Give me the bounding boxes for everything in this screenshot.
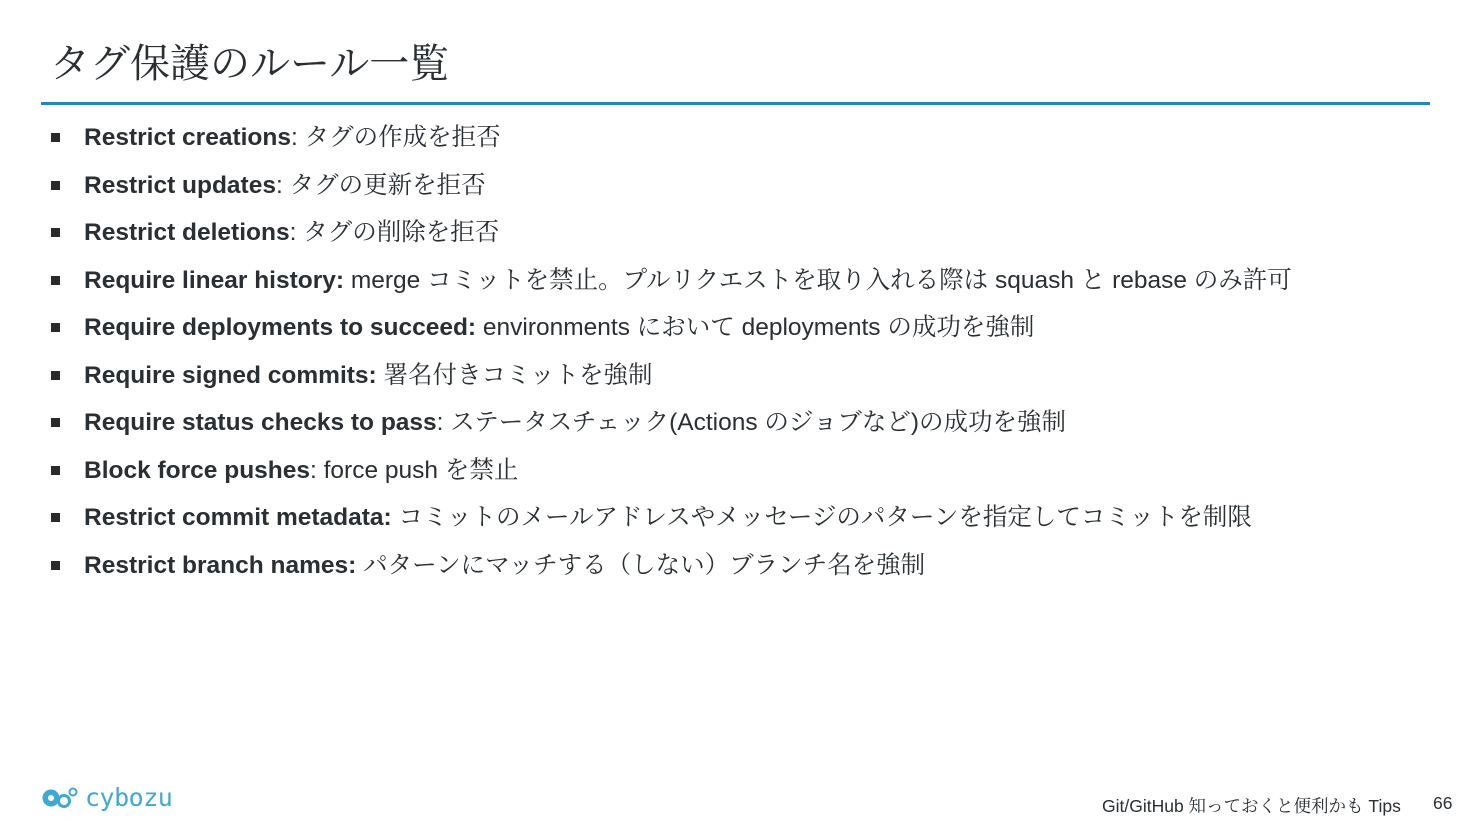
square-bullet-icon [51, 228, 60, 237]
rule-description: : タグの更新を拒否 [275, 171, 486, 199]
square-bullet-icon [51, 181, 60, 190]
rule-name: Restrict updates [84, 171, 276, 199]
rule-description: コミットのメールアドレスやメッセージのパターンを指定してコミットを制限 [391, 504, 1252, 531]
square-bullet-icon [51, 371, 60, 380]
rule-name: Block force pushes [84, 456, 311, 484]
rule-item [50, 117, 1292, 165]
square-bullet-icon [51, 561, 60, 570]
rule-description: : ステータスチェック(Actions のジョブなど)の成功を強制 [436, 409, 1067, 436]
square-bullet-icon [51, 323, 60, 332]
square-bullet-icon [51, 276, 60, 285]
rule-description: : force push を禁止 [310, 456, 519, 484]
rule-item [50, 165, 1292, 213]
rule-description: : タグの作成を拒否 [290, 124, 501, 151]
title-underline [41, 102, 1430, 105]
rule-name: Restrict branch names: [84, 551, 357, 579]
rule-item [50, 497, 1292, 545]
rule-description: merge コミットを禁止。プルリクエストを取り入れる際は squash と rebase のみ許可 [344, 266, 1292, 294]
cybozu-logo [41, 782, 172, 812]
rule-description: : タグの削除を拒否 [289, 219, 500, 246]
rule-name: Require signed commits: [84, 361, 377, 389]
rule-name: Require deployments to succeed: [84, 314, 477, 341]
rule-item [50, 260, 1292, 308]
rule-description: 署名付きコミットを強制 [376, 361, 653, 389]
rule-name: Require status checks to pass [84, 409, 437, 436]
rule-item [50, 212, 1292, 260]
page-number: 66 [1433, 793, 1453, 813]
rule-name: Restrict deletions [84, 219, 290, 246]
rule-item [50, 450, 1292, 498]
square-bullet-icon [51, 418, 60, 427]
presentation-title: Git/GitHub 知っておくと便利かも Tips [1102, 796, 1401, 816]
rule-item [50, 307, 1292, 355]
rule-description: environments において deployments の成功を強制 [476, 314, 1035, 341]
rule-item [50, 355, 1292, 403]
square-bullet-icon [51, 133, 60, 142]
square-bullet-icon [51, 513, 60, 522]
rule-description: パターンにマッチする（しない）ブランチ名を強制 [356, 551, 926, 579]
rule-name: Restrict commit metadata: [84, 504, 392, 531]
rule-name: Require linear history: [84, 266, 345, 294]
cybozu-mark-icon [41, 782, 83, 812]
rule-item [50, 545, 1292, 593]
logo-wordmark: cybozu [85, 782, 173, 812]
rule-name: Restrict creations [84, 124, 291, 151]
rule-list [50, 117, 1292, 592]
rule-item [50, 402, 1292, 450]
square-bullet-icon [51, 466, 60, 475]
slide-title: タグ保護のルール一覧 [50, 42, 450, 86]
